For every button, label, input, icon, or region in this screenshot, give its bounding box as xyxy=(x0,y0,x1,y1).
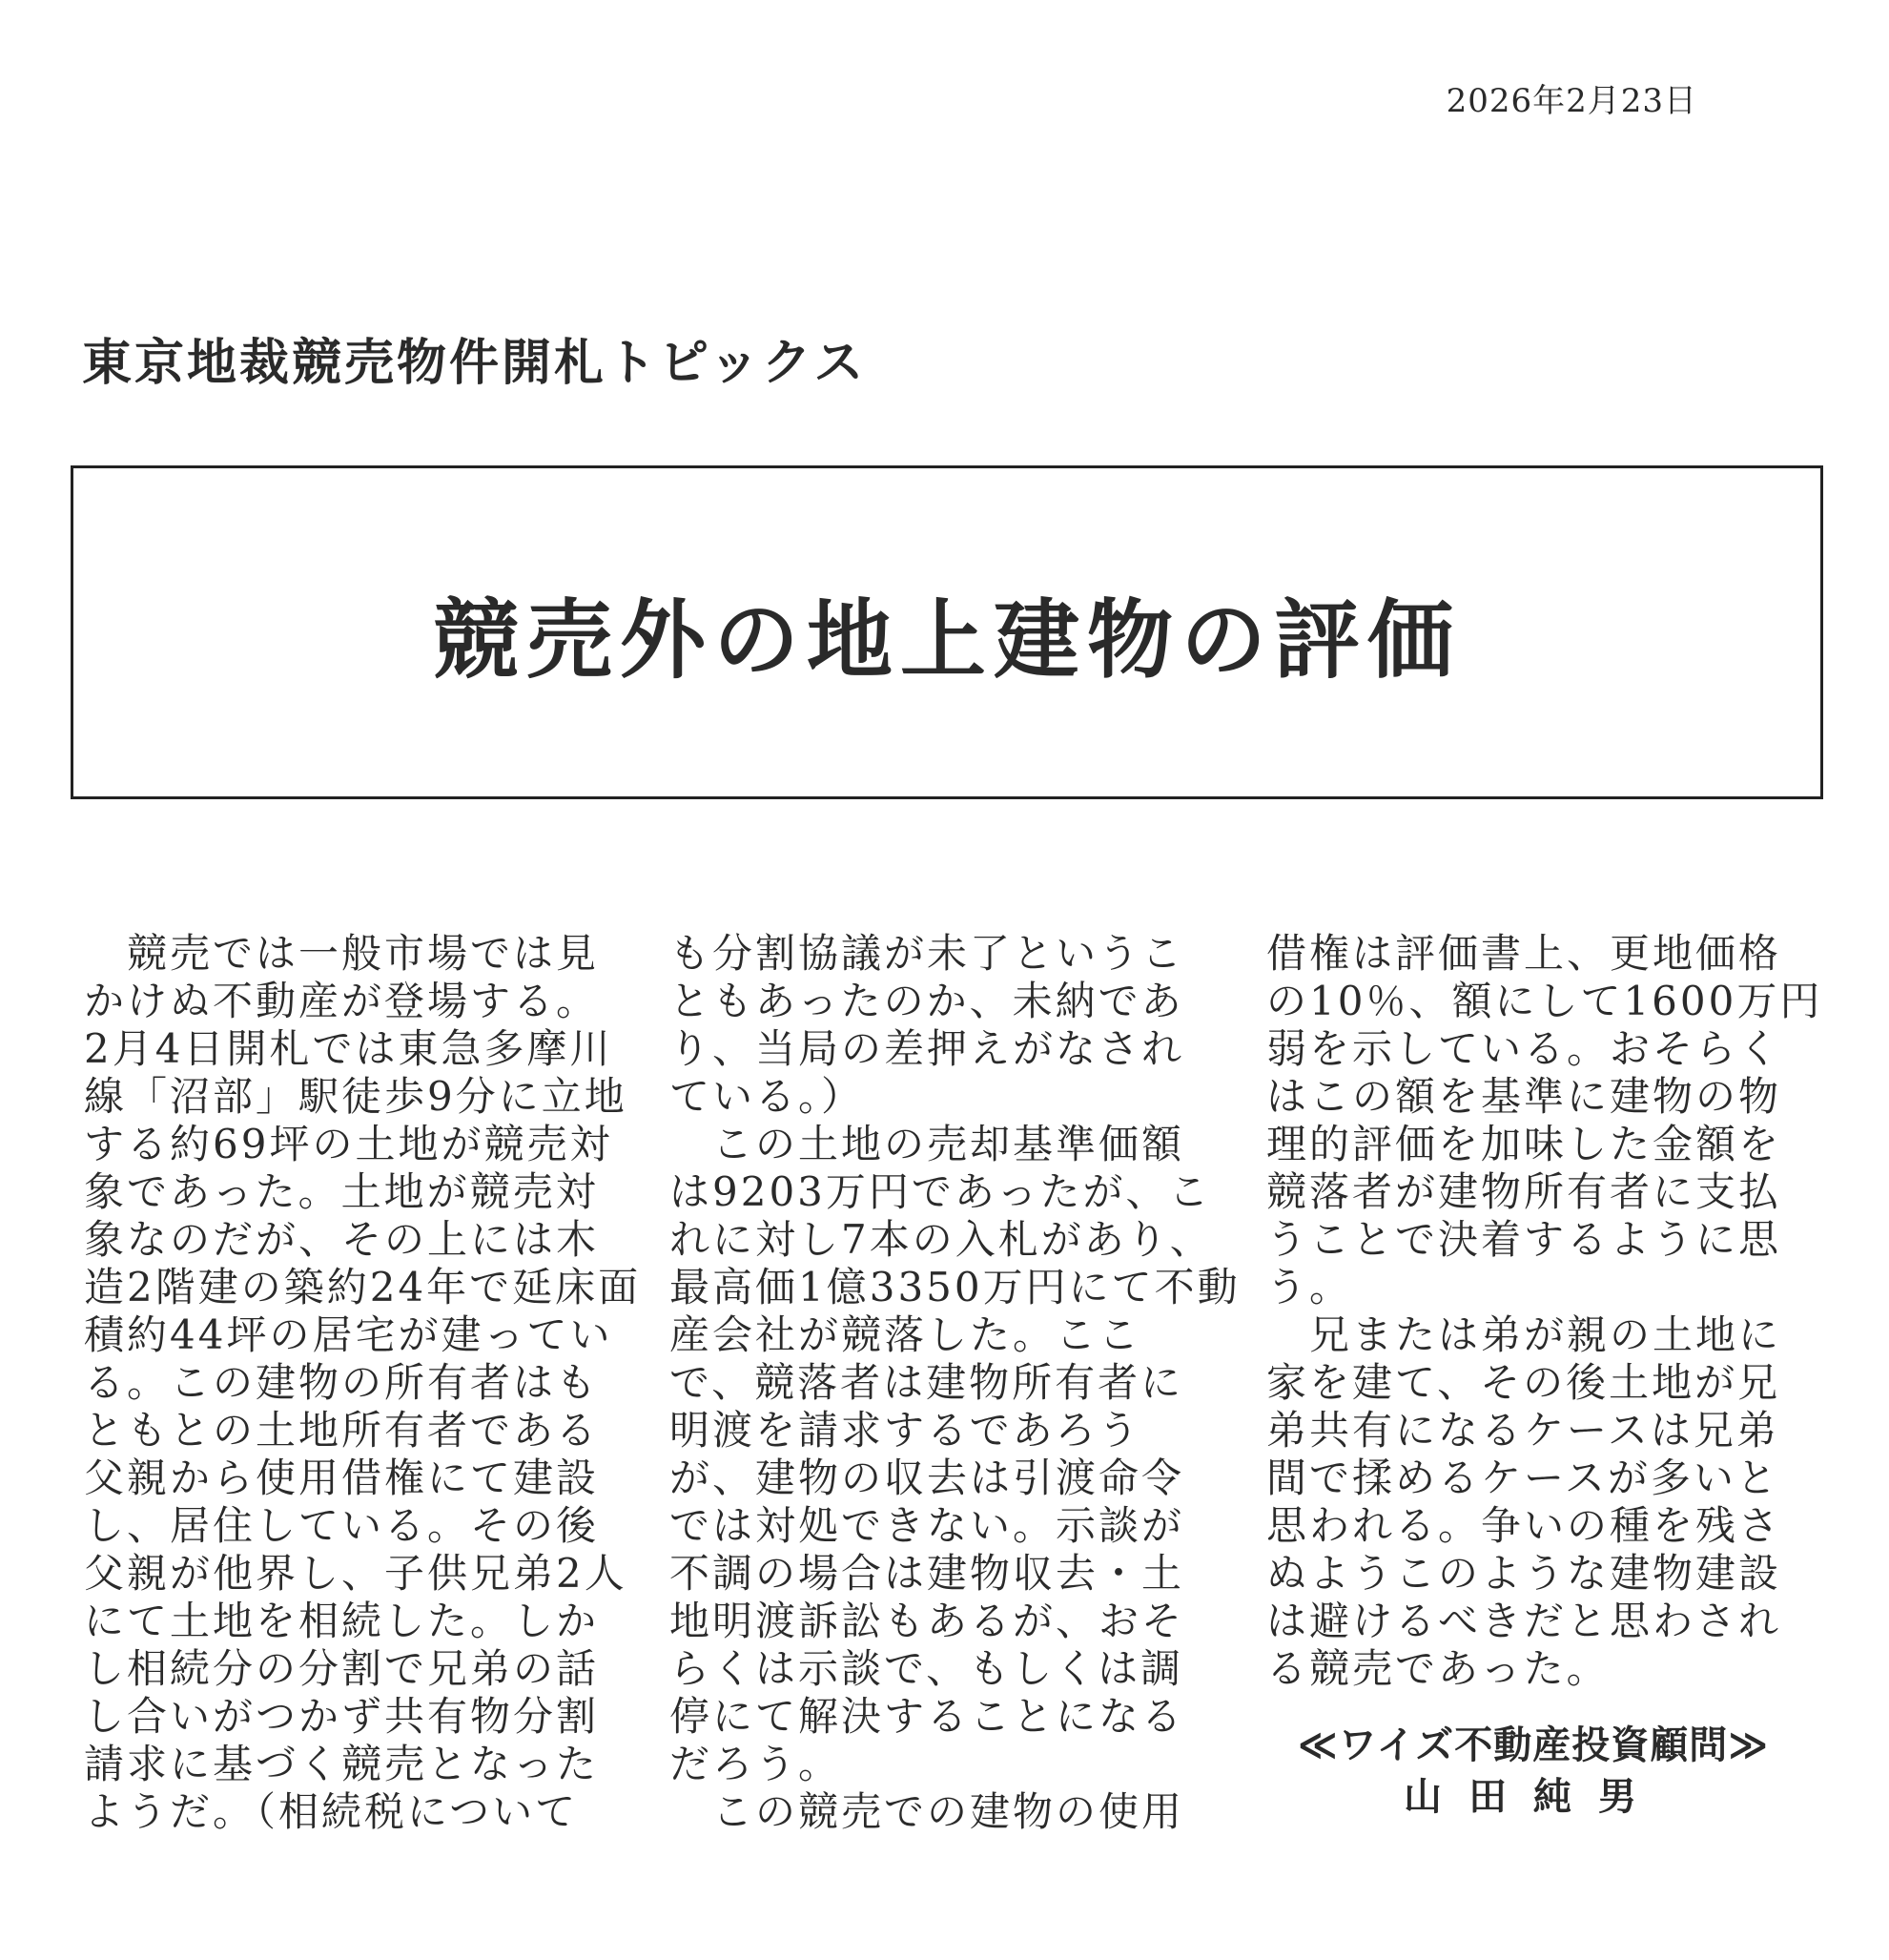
body-text-line: 2月4日開札では東急多摩川 xyxy=(84,1025,613,1072)
signature-author: 山田純男 xyxy=(1404,1775,1663,1819)
body-text-line: し、居住している。その後 xyxy=(84,1502,600,1549)
body-text-line: 弟共有になるケースは兄弟 xyxy=(1266,1407,1779,1454)
body-text-line: は避けるべきだと思わされ xyxy=(1266,1598,1782,1644)
body-text-line: 地明渡訴訟もあるが、おそ xyxy=(669,1598,1185,1644)
body-text-line: の10％、額にして1600万円 xyxy=(1266,978,1823,1024)
body-text-line: れに対し7本の入札があり、 xyxy=(669,1216,1213,1263)
signature-organization: ≪ワイズ不動産投資顧問≫ xyxy=(1297,1723,1770,1767)
body-text-line: が、建物の収去は引渡命令 xyxy=(669,1455,1185,1501)
body-text-line: する約69坪の土地が競売対 xyxy=(84,1121,613,1167)
series-title: 東京地裁競売物件開札トピックス xyxy=(82,335,867,392)
body-text-line: らくは示談で、もしくは調 xyxy=(669,1645,1184,1692)
body-text-line: にて土地を相続した。しか xyxy=(84,1598,600,1644)
body-text-line: 産会社が競落した。ここ xyxy=(669,1311,1142,1358)
body-text-line: 不調の場合は建物収去・土 xyxy=(669,1550,1185,1597)
column-1 xyxy=(84,930,642,1836)
body-text-line: ぬようこのような建物建設 xyxy=(1266,1550,1782,1597)
body-text-line: ともとの土地所有者である xyxy=(84,1407,600,1454)
body-text-line: 父親が他界し、子供兄弟2人 xyxy=(84,1550,627,1597)
body-text-line: で、競落者は建物所有者に xyxy=(669,1359,1184,1406)
body-text-line: 停にて解決することになる xyxy=(669,1693,1185,1740)
body-text-line: 線「沼部」駅徒歩9分に立地 xyxy=(84,1073,627,1120)
body-text-line: し相続分の分割で兄弟の話 xyxy=(84,1645,600,1692)
body-text-line: かけぬ不動産が登場する。 xyxy=(84,978,600,1024)
body-text-line: は9203万円であったが、こ xyxy=(669,1168,1212,1215)
publication-date: 2026年2月23日 xyxy=(1446,82,1697,120)
body-text-line: 弱を示している。おそらく xyxy=(1266,1025,1782,1072)
body-text-line: し合いがつかず共有物分割 xyxy=(84,1693,600,1740)
body-text-line: だろう。 xyxy=(669,1741,842,1787)
column-3 xyxy=(1266,930,1823,1823)
body-text-line: ようだ。（相続税について xyxy=(84,1788,579,1835)
body-text-line: 積約44坪の居宅が建ってい xyxy=(84,1311,613,1358)
body-text-line: る。この建物の所有者はも xyxy=(84,1359,600,1406)
body-text-line: 競売では一般市場では見 xyxy=(84,930,600,977)
body-text-line: この競売での建物の使用 xyxy=(669,1788,1185,1835)
body-text-line: 最高価1億3350万円にて不動 xyxy=(669,1264,1241,1310)
body-text-line: うことで決着するように思 xyxy=(1266,1216,1782,1263)
article-body xyxy=(84,930,1823,1836)
body-text-line: も分割協議が未了というこ xyxy=(669,930,1185,977)
body-text-line: この土地の売却基準価額 xyxy=(669,1121,1185,1167)
body-text-line: 理的評価を加味した金額を xyxy=(1266,1121,1782,1167)
body-text-line: 借権は評価書上、更地価格 xyxy=(1266,930,1782,977)
body-text-line: はこの額を基準に建物の物 xyxy=(1266,1073,1782,1120)
body-text-line: 父親から使用借権にて建設 xyxy=(84,1455,600,1501)
body-text-line: 象であった。土地が競売対 xyxy=(84,1168,599,1215)
body-text-line: 兄または弟が親の土地に xyxy=(1266,1311,1782,1358)
body-text-line: 家を建て、その後土地が兄 xyxy=(1266,1359,1781,1406)
body-text-line: り、当局の差押えがなされ xyxy=(669,1025,1185,1072)
body-text-line: う。 xyxy=(1266,1264,1353,1310)
body-text-line: 思われる。争いの種を残さ xyxy=(1266,1502,1782,1549)
column-2 xyxy=(669,930,1241,1836)
signature-block xyxy=(1266,1720,1800,1823)
body-text-line: 造2階建の築約24年で延床面 xyxy=(84,1264,642,1310)
body-text-line: では対処できない。示談が xyxy=(669,1502,1185,1549)
body-text-line: 間で揉めるケースが多いと xyxy=(1266,1455,1779,1501)
body-text-line: ている。） xyxy=(669,1073,865,1120)
body-text-line: 明渡を請求するであろう xyxy=(669,1407,1141,1454)
body-text-line: 請求に基づく競売となった xyxy=(84,1741,600,1787)
headline: 競売外の地上建物の評価 xyxy=(433,589,1461,691)
body-text-line: ともあったのか、未納であ xyxy=(669,978,1184,1024)
body-text-line: る競売であった。 xyxy=(1266,1645,1610,1692)
body-text-line: 競落者が建物所有者に支払 xyxy=(1266,1168,1782,1215)
headline-box xyxy=(71,465,1823,799)
body-text-line: 象なのだが、その上には木 xyxy=(84,1216,600,1263)
